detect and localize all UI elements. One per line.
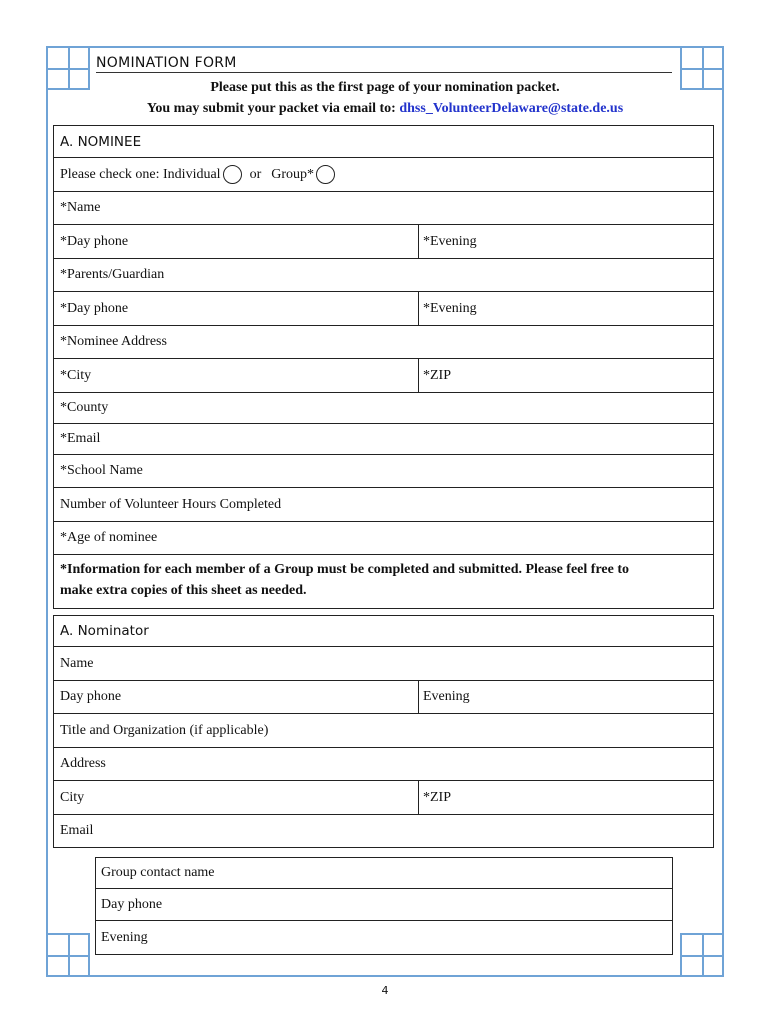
intro-line-2 — [50, 101, 720, 117]
group-note — [54, 555, 713, 605]
parents-guardian-row[interactable] — [54, 259, 713, 292]
nominee-address-row[interactable] — [54, 326, 713, 359]
nominator-day-phone-label[interactable]: Day phone — [60, 689, 122, 704]
nominee-county-label: *County — [60, 400, 109, 415]
nominee-school-label: *School Name — [60, 463, 143, 478]
nominator-zip-label[interactable]: *ZIP — [418, 781, 451, 814]
nominee-name-row[interactable] — [54, 192, 713, 225]
group-contact-evening-row[interactable] — [96, 921, 672, 954]
group-contact-day-phone-label: Day phone — [101, 896, 163, 912]
frame-right-border — [722, 46, 724, 977]
frame-corner-bottom-left — [46, 933, 90, 977]
nominator-city-row — [54, 781, 713, 815]
parents-guardian-label: *Parents/Guardian — [60, 267, 165, 282]
nominee-email-row[interactable] — [54, 424, 713, 455]
nominee-school-row[interactable] — [54, 455, 713, 488]
frame-corner-bottom-right — [680, 933, 724, 977]
nominator-heading: A. Nominator — [60, 623, 149, 639]
nominator-title-org-row[interactable] — [54, 714, 713, 748]
intro-line-2-text: You may submit your packet via email to: — [146, 101, 400, 116]
guardian-evening-label[interactable]: *Evening — [418, 292, 477, 325]
frame-left-border — [46, 46, 48, 977]
nominator-section — [53, 615, 714, 848]
nominee-city-row — [54, 359, 713, 393]
nominator-name-row[interactable] — [54, 647, 713, 681]
nominator-evening-label[interactable]: Evening — [418, 681, 470, 713]
or-label: or — [249, 166, 262, 182]
nominator-email-row[interactable] — [54, 815, 713, 847]
nominee-type-label: Please check one: Individual — [60, 166, 221, 182]
nominator-city-label[interactable]: City — [60, 789, 85, 805]
nominator-title-org-label: Title and Organization (if applicable) — [60, 722, 269, 738]
nominee-section — [53, 125, 714, 609]
nominator-phone-row — [54, 681, 713, 714]
individual-radio[interactable] — [223, 165, 242, 184]
group-label: Group* — [271, 166, 315, 182]
nominee-heading: A. NOMINEE — [60, 133, 142, 150]
group-contact-name-row[interactable] — [96, 858, 672, 889]
nominator-name-label: Name — [60, 655, 94, 671]
nominee-evening-label[interactable]: *Evening — [418, 225, 477, 258]
nominator-heading-row — [54, 616, 713, 647]
group-radio[interactable] — [316, 165, 335, 184]
nominee-email-label: *Email — [60, 431, 101, 446]
group-note-row — [54, 555, 713, 608]
nominator-address-label: Address — [60, 756, 106, 771]
intro-line-1: Please put this as the first page of your nomination packet. — [210, 80, 560, 95]
volunteer-hours-label: Number of Volunteer Hours Completed — [60, 496, 282, 512]
nominator-address-row[interactable] — [54, 748, 713, 781]
frame-top-border — [46, 46, 724, 48]
nominee-city-label[interactable]: *City — [60, 367, 92, 383]
group-contact-day-phone-row[interactable] — [96, 889, 672, 921]
nominee-age-label: *Age of nominee — [60, 530, 158, 545]
nominee-heading-row — [54, 126, 713, 158]
group-note-line-2: make extra copies of this sheet as needed. — [60, 583, 307, 598]
nominee-type-row — [54, 158, 713, 192]
group-note-line-1: *Information for each member of a Group must be completed and submitted. Please feel free to — [60, 562, 629, 577]
nominee-phone-row — [54, 225, 713, 259]
nominee-age-row[interactable] — [54, 522, 713, 555]
nominee-name-label: *Name — [60, 200, 101, 215]
guardian-phone-row — [54, 292, 713, 326]
page-number: 4 — [381, 984, 389, 997]
frame-bottom-border — [46, 975, 724, 977]
guardian-day-phone-label[interactable]: *Day phone — [60, 300, 129, 316]
volunteer-hours-row[interactable] — [54, 488, 713, 522]
group-contact-name-label: Group contact name — [101, 865, 215, 880]
nominee-type-cell — [54, 158, 341, 191]
group-contact-box — [95, 857, 673, 955]
nominee-zip-label[interactable]: *ZIP — [418, 359, 451, 392]
submission-email-link[interactable]: dhss_VolunteerDelaware@state.de.us — [399, 101, 624, 116]
nominee-county-row[interactable] — [54, 393, 713, 424]
group-contact-evening-label: Evening — [101, 929, 148, 945]
nominee-address-label: *Nominee Address — [60, 334, 167, 349]
form-title: NOMINATION FORM — [96, 55, 672, 73]
nominator-email-label: Email — [60, 823, 94, 838]
nominee-day-phone-label[interactable]: *Day phone — [60, 233, 129, 249]
